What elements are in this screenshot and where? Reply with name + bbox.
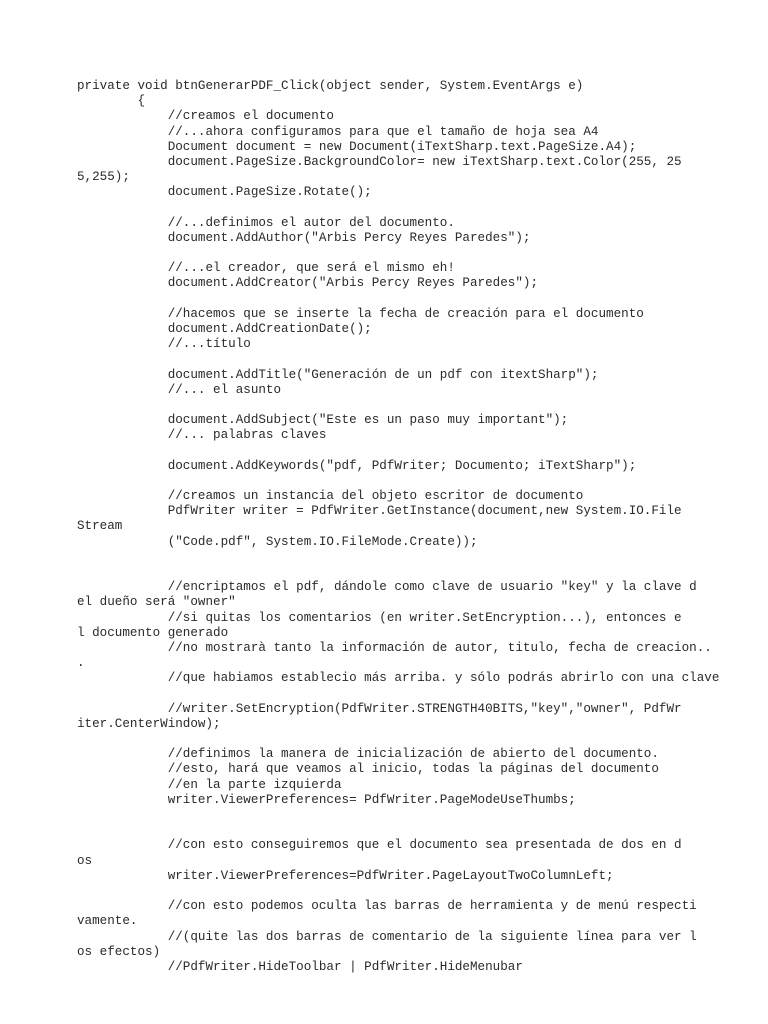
code-line — [77, 884, 757, 899]
code-line: //...definimos el autor del documento. — [77, 215, 455, 230]
code-line: //esto, hará que veamos al inicio, todas la páginas del documento — [77, 762, 659, 777]
code-line — [77, 823, 757, 838]
code-line: //...ahora configuramos para que el tamaño de hoja sea A4 — [77, 124, 599, 139]
code-line: document.AddCreationDate(); — [77, 322, 372, 336]
code-line: { — [77, 94, 146, 109]
code-line: //hacemos que se inserte la fecha de creación para el documento — [77, 306, 644, 321]
code-line: //(quite las dos barras de comentario de la siguiente línea para ver l — [77, 929, 697, 944]
code-line: document.PageSize.BackgroundColor= new iTextSharp.text.Color(255, 25 — [77, 154, 682, 169]
code-line — [77, 201, 757, 216]
code-line: Stream — [77, 519, 123, 534]
code-line — [77, 292, 757, 307]
code-line: PdfWriter writer = PdfWriter.GetInstance(document,new System.IO.File — [77, 504, 682, 519]
code-line: document.PageSize.Rotate(); — [77, 185, 372, 200]
code-line — [77, 398, 757, 413]
code-line — [77, 687, 757, 702]
code-line: . — [77, 656, 85, 671]
code-line: writer.ViewerPreferences= PdfWriter.PageModeUseThumbs; — [77, 792, 576, 807]
code-line: //...el creador, que será el mismo eh! — [77, 261, 455, 276]
code-line: //en la parte izquierda — [77, 777, 342, 792]
code-line — [77, 732, 757, 747]
code-line — [77, 550, 757, 565]
code-line: private void btnGenerarPDF_Click(object sender, System.EventArgs e) — [77, 79, 584, 93]
code-line: vamente. — [77, 914, 138, 929]
code-line: //PdfWriter.HideToolbar | PdfWriter.HideMenubar — [77, 959, 523, 974]
code-line: iter.CenterWindow); — [77, 716, 221, 731]
code-line: Document document = new Document(iTextSharp.text.PageSize.A4); — [77, 139, 637, 154]
code-line: document.AddSubject("Este es un paso muy important"); — [77, 413, 569, 428]
code-line: //creamos un instancia del objeto escritor de documento — [77, 489, 584, 504]
code-line — [77, 352, 757, 367]
code-line: //creamos el documento — [77, 109, 334, 124]
code-line: //si quitas los comentarios (en writer.SetEncryption...), entonces e — [77, 610, 682, 625]
code-line: os efectos) — [77, 944, 161, 959]
code-line — [77, 565, 757, 580]
code-line: 5,255); — [77, 170, 130, 185]
code-line: ("Code.pdf", System.IO.FileMode.Create)); — [77, 534, 478, 549]
code-line: //con esto podemos oculta las barras de herramienta y de menú respecti — [77, 899, 697, 914]
code-line: el dueño será "owner" — [77, 595, 236, 610]
code-line — [77, 474, 757, 489]
code-line — [77, 808, 757, 823]
code-line: //que habiamos establecio más arriba. y sólo podrás abrirlo con una clave — [77, 671, 720, 686]
code-line: //no mostrarà tanto la información de autor, titulo, fecha de creacion.. — [77, 640, 712, 655]
code-line: document.AddTitle("Generación de un pdf con itextSharp"); — [77, 367, 599, 382]
code-line: document.AddKeywords("pdf, PdfWriter; Documento; iTextSharp"); — [77, 458, 637, 473]
code-line: //... palabras claves — [77, 428, 327, 443]
code-line: document.AddAuthor("Arbis Percy Reyes Paredes"); — [77, 230, 531, 245]
code-line: //...título — [77, 337, 251, 352]
code-line: //definimos la manera de inicialización de abierto del documento. — [77, 747, 659, 762]
code-line: os — [77, 853, 93, 868]
code-line: //writer.SetEncryption(PdfWriter.STRENGTH40BITS,"key","owner", PdfWr — [77, 701, 682, 716]
code-line: writer.ViewerPreferences=PdfWriter.PageLayoutTwoColumnLeft; — [77, 868, 614, 883]
code-line: //encriptamos el pdf, dándole como clave de usuario "key" y la clave d — [77, 580, 697, 595]
code-line: //con esto conseguiremos que el documento sea presentada de dos en d — [77, 838, 682, 853]
code-line: l documento generado — [77, 625, 229, 640]
code-line: //... el asunto — [77, 382, 282, 397]
code-line — [77, 246, 757, 261]
code-line — [77, 444, 757, 459]
code-line: document.AddCreator("Arbis Percy Reyes Paredes"); — [77, 276, 539, 291]
code-listing — [77, 79, 757, 975]
